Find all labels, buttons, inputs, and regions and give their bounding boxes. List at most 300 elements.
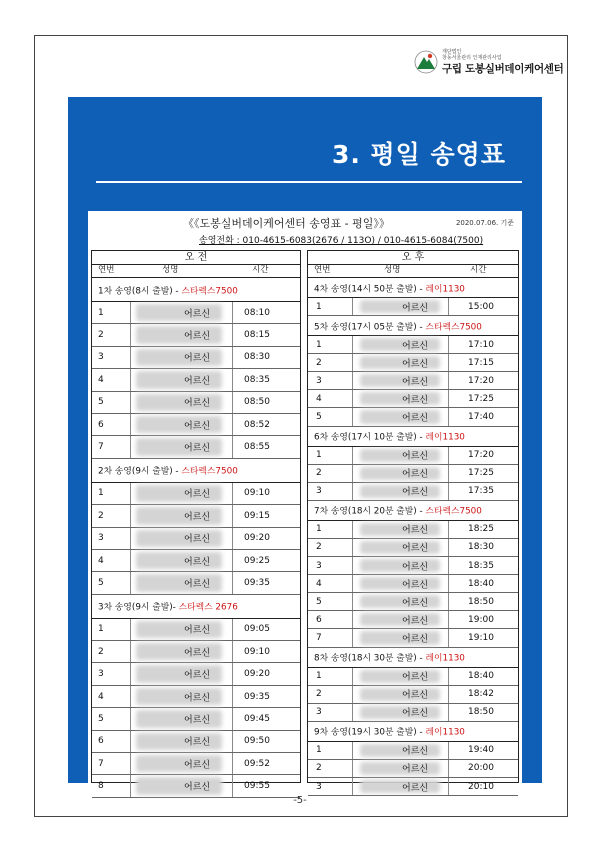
- passenger-row: [308, 372, 518, 390]
- column-divider: [232, 753, 233, 774]
- pickup-time: 18:25: [468, 524, 494, 535]
- row-number: 3: [316, 781, 322, 792]
- row-number: 4: [316, 578, 322, 589]
- row-number: 2: [98, 510, 104, 521]
- passenger-name: 어르신: [402, 395, 429, 406]
- passenger-row: [92, 505, 300, 527]
- trip-description: 9차 송영(19시 30분 출발) -: [314, 727, 426, 738]
- pickup-time: 19:40: [468, 745, 494, 756]
- pickup-time: 09:52: [244, 758, 270, 769]
- column-divider: [448, 668, 449, 685]
- pickup-time: 20:00: [468, 763, 494, 774]
- trip-description: 7차 송영(18시 20분 출발) -: [314, 506, 426, 517]
- passenger-name: 어르신: [402, 690, 429, 701]
- column-divider: [352, 760, 353, 777]
- passenger-name: 어르신: [402, 580, 429, 591]
- passenger-row: [308, 704, 518, 722]
- column-divider: [448, 354, 449, 371]
- pickup-time: 09:20: [244, 533, 270, 544]
- column-divider: [232, 505, 233, 526]
- row-number: 7: [98, 442, 104, 453]
- passenger-name: 어르신: [402, 543, 429, 554]
- vehicle-name: 스타렉스7500: [425, 322, 482, 333]
- trip-description: 3차 송영(9시 출발)-: [98, 602, 179, 613]
- vehicle-name: 스타렉스7500: [425, 506, 482, 517]
- row-number: 5: [316, 596, 322, 607]
- passenger-row: [308, 298, 518, 316]
- row-number: 3: [316, 707, 322, 718]
- afternoon-table: [307, 250, 519, 794]
- passenger-name: 어르신: [184, 398, 211, 409]
- row-number: 2: [316, 357, 322, 368]
- column-divider: [352, 611, 353, 628]
- passenger-name: 어르신: [184, 534, 211, 545]
- col-number: 연번: [314, 265, 331, 275]
- pickup-time: 18:40: [468, 671, 494, 682]
- logo-center-name: 구립 도봉실버데이케어센터: [442, 63, 564, 75]
- passenger-name: 어르신: [184, 715, 211, 726]
- passenger-name: 어르신: [184, 309, 211, 320]
- trip-group-label: [314, 725, 465, 738]
- passenger-row: [308, 354, 518, 372]
- pickup-time: 08:10: [244, 307, 270, 318]
- row-number: 6: [316, 614, 322, 625]
- column-divider: [232, 641, 233, 662]
- column-divider: [448, 390, 449, 407]
- column-divider: [130, 686, 131, 707]
- column-divider: [448, 336, 449, 353]
- column-divider: [130, 572, 131, 593]
- column-divider: [130, 663, 131, 684]
- passenger-row: [92, 708, 300, 730]
- column-divider: [352, 539, 353, 556]
- column-divider: [352, 390, 353, 407]
- column-divider: [352, 447, 353, 464]
- passenger-row: [308, 742, 518, 760]
- row-number: 5: [98, 397, 104, 408]
- passenger-name: 어르신: [402, 708, 429, 719]
- row-number: 8: [98, 781, 104, 792]
- passenger-row: [308, 668, 518, 686]
- column-divider: [232, 369, 233, 390]
- passenger-name: 어르신: [402, 451, 429, 462]
- passenger-name: 어르신: [402, 303, 429, 314]
- pickup-time: 19:10: [468, 632, 494, 643]
- column-divider: [352, 336, 353, 353]
- column-divider: [232, 483, 233, 504]
- shuttle-phone-numbers: 송영전화 : 010-4615-6083(2676 / 113O) / 010-4615-6084(7500): [199, 236, 484, 246]
- pickup-time: 09:10: [244, 646, 270, 657]
- row-number: 3: [98, 352, 104, 363]
- morning-column-headers: [92, 264, 300, 278]
- passenger-name: 어르신: [402, 764, 429, 775]
- trip-group-label: [98, 600, 238, 613]
- pickup-time: 08:35: [244, 374, 270, 385]
- passenger-name: 어르신: [402, 413, 429, 424]
- schedule-title: 《《도봉실버데이케어센터 송영표 - 평일》》: [183, 217, 390, 230]
- passenger-name: 어르신: [184, 648, 211, 659]
- column-divider: [352, 372, 353, 389]
- trip-group-header: [308, 648, 518, 668]
- trip-group-label: [314, 281, 465, 294]
- logo-org-line-2: 창동서울관리 인재관리사업: [442, 55, 502, 61]
- row-number: 7: [316, 632, 322, 643]
- passenger-name: 어르신: [184, 353, 211, 364]
- passenger-row: [92, 369, 300, 391]
- passenger-name: 어르신: [402, 634, 429, 645]
- row-number: 1: [316, 671, 322, 682]
- passenger-name: 어르신: [402, 525, 429, 536]
- column-divider: [448, 575, 449, 592]
- passenger-row: [308, 629, 518, 647]
- row-number: 4: [98, 691, 104, 702]
- row-number: 4: [98, 374, 104, 385]
- column-divider: [448, 447, 449, 464]
- column-divider: [448, 760, 449, 777]
- row-number: 3: [316, 560, 322, 571]
- passenger-row: [92, 686, 300, 708]
- pickup-time: 09:55: [244, 781, 270, 792]
- trip-group-header: [92, 595, 300, 619]
- column-divider: [448, 704, 449, 721]
- column-divider: [352, 521, 353, 538]
- trip-group-label: [98, 283, 238, 296]
- schedule-paper: [88, 211, 522, 794]
- section-header-band: [68, 97, 542, 197]
- pickup-time: 17:25: [468, 393, 494, 404]
- column-divider: [130, 392, 131, 413]
- column-divider: [232, 572, 233, 593]
- column-divider: [130, 347, 131, 368]
- column-divider: [448, 611, 449, 628]
- passenger-row: [92, 641, 300, 663]
- pickup-time: 08:50: [244, 397, 270, 408]
- column-divider: [352, 593, 353, 610]
- column-divider: [352, 354, 353, 371]
- column-divider: [448, 778, 449, 795]
- passenger-row: [308, 521, 518, 539]
- passenger-row: [308, 408, 518, 426]
- trip-group-header: [308, 427, 518, 447]
- column-divider: [130, 708, 131, 729]
- trip-description: 6차 송영(17시 10분 출발) -: [314, 432, 426, 443]
- row-number: 3: [316, 486, 322, 497]
- column-divider: [130, 505, 131, 526]
- column-divider: [232, 414, 233, 435]
- schedule-sheet-background: [68, 197, 542, 794]
- pickup-time: 08:30: [244, 352, 270, 363]
- row-number: 3: [98, 533, 104, 544]
- passenger-name: 어르신: [402, 746, 429, 757]
- passenger-name: 어르신: [402, 341, 429, 352]
- row-number: 1: [316, 450, 322, 461]
- column-divider: [352, 629, 353, 646]
- passenger-name: 어르신: [184, 625, 211, 636]
- column-divider: [448, 742, 449, 759]
- trip-description: 2차 송영(9시 출발) -: [98, 466, 182, 477]
- vehicle-name: 스타렉스7500: [181, 466, 238, 477]
- passenger-row: [92, 302, 300, 324]
- column-divider: [448, 408, 449, 425]
- passenger-row: [308, 336, 518, 354]
- pickup-time: 17:20: [468, 450, 494, 461]
- passenger-row: [308, 390, 518, 408]
- pickup-time: 08:15: [244, 330, 270, 341]
- column-divider: [352, 408, 353, 425]
- passenger-row: [92, 663, 300, 685]
- passenger-name: 어르신: [402, 598, 429, 609]
- afternoon-grid: [308, 278, 518, 794]
- column-divider: [232, 686, 233, 707]
- column-divider: [130, 436, 131, 457]
- passenger-row: [92, 414, 300, 436]
- col-time: 시간: [252, 265, 269, 275]
- pickup-time: 09:15: [244, 510, 270, 521]
- column-divider: [130, 641, 131, 662]
- passenger-name: 어르신: [184, 579, 211, 590]
- column-divider: [130, 483, 131, 504]
- section-title: 3. 평일 송영표: [331, 140, 506, 169]
- trip-group-header: [92, 278, 300, 302]
- row-number: 1: [316, 339, 322, 350]
- pickup-time: 09:25: [244, 555, 270, 566]
- center-logo: [414, 48, 564, 78]
- column-divider: [130, 528, 131, 549]
- vehicle-name: 레이1130: [425, 432, 465, 443]
- passenger-name: 어르신: [184, 376, 211, 387]
- passenger-name: 어르신: [184, 737, 211, 748]
- column-divider: [448, 686, 449, 703]
- trip-group-header: [308, 501, 518, 521]
- pickup-time: 20:10: [468, 781, 494, 792]
- vehicle-name: 스타렉스7500: [181, 286, 238, 296]
- pickup-time: 18:50: [468, 707, 494, 718]
- trip-description: 8차 송영(18시 30분 출발) -: [314, 653, 426, 664]
- pickup-time: 18:42: [468, 689, 494, 700]
- column-divider: [232, 775, 233, 796]
- pickup-time: 17:15: [468, 357, 494, 368]
- column-divider: [232, 347, 233, 368]
- column-divider: [352, 668, 353, 685]
- passenger-name: 어르신: [402, 672, 429, 683]
- trip-description: 5차 송영(17시 05분 출발) -: [314, 322, 426, 333]
- row-number: 6: [98, 736, 104, 747]
- pickup-time: 17:10: [468, 339, 494, 350]
- row-number: 1: [98, 307, 104, 318]
- column-divider: [448, 465, 449, 482]
- passenger-row: [92, 731, 300, 753]
- trip-group-header: [308, 722, 518, 742]
- passenger-name: 어르신: [184, 557, 211, 568]
- afternoon-column-headers: [308, 264, 518, 278]
- column-divider: [232, 619, 233, 640]
- row-number: 5: [316, 412, 322, 423]
- passenger-row: [308, 539, 518, 557]
- column-divider: [130, 619, 131, 640]
- passenger-name: 어르신: [184, 512, 211, 523]
- column-divider: [352, 704, 353, 721]
- pickup-time: 09:35: [244, 691, 270, 702]
- column-divider: [130, 369, 131, 390]
- section-underline: [96, 181, 522, 183]
- passenger-name: 어르신: [184, 782, 211, 793]
- passenger-row: [308, 778, 518, 796]
- row-number: 7: [98, 758, 104, 769]
- pickup-time: 18:50: [468, 596, 494, 607]
- pickup-time: 19:00: [468, 614, 494, 625]
- col-number: 연번: [98, 265, 115, 275]
- pickup-time: 08:55: [244, 442, 270, 453]
- passenger-row: [92, 324, 300, 346]
- passenger-row: [92, 392, 300, 414]
- column-divider: [448, 539, 449, 556]
- morning-header: 오 전: [92, 251, 300, 265]
- column-divider: [232, 436, 233, 457]
- pickup-time: 09:50: [244, 736, 270, 747]
- trip-group-header: [92, 459, 300, 483]
- passenger-row: [92, 347, 300, 369]
- row-number: 4: [98, 555, 104, 566]
- afternoon-header: 오 후: [308, 251, 518, 265]
- pickup-time: 09:10: [244, 488, 270, 499]
- pickup-time: 17:35: [468, 486, 494, 497]
- passenger-row: [308, 483, 518, 501]
- trip-group-label: [314, 430, 465, 443]
- passenger-row: [92, 619, 300, 641]
- row-number: 4: [316, 393, 322, 404]
- mountain-logo-icon: [414, 50, 438, 74]
- col-time: 시간: [470, 265, 487, 275]
- row-number: 2: [316, 468, 322, 479]
- vehicle-name: 레이1130: [425, 653, 465, 664]
- row-number: 1: [316, 301, 322, 312]
- pickup-time: 08:52: [244, 419, 270, 430]
- row-number: 1: [98, 488, 104, 499]
- passenger-row: [308, 575, 518, 593]
- column-divider: [448, 521, 449, 538]
- trip-group-header: [308, 278, 518, 298]
- row-number: 1: [98, 624, 104, 635]
- vehicle-name: 스타렉스 2676: [178, 602, 238, 613]
- passenger-row: [308, 611, 518, 629]
- passenger-name: 어르신: [184, 331, 211, 342]
- passenger-row: [92, 753, 300, 775]
- row-number: 1: [316, 524, 322, 535]
- column-divider: [352, 483, 353, 500]
- passenger-row: [308, 760, 518, 778]
- trip-group-header: [308, 316, 518, 336]
- passenger-name: 어르신: [402, 469, 429, 480]
- pickup-time: 18:35: [468, 560, 494, 571]
- row-number: 2: [316, 542, 322, 553]
- logo-org-line-1: 재단법인: [442, 49, 462, 55]
- schedule-date: 2020.07.06. 기준: [455, 219, 514, 227]
- row-number: 1: [316, 745, 322, 756]
- passenger-row: [92, 528, 300, 550]
- pickup-time: 09:45: [244, 713, 270, 724]
- column-divider: [448, 483, 449, 500]
- pickup-time: 18:30: [468, 542, 494, 553]
- column-divider: [448, 372, 449, 389]
- column-divider: [232, 708, 233, 729]
- row-number: 5: [98, 713, 104, 724]
- column-divider: [352, 298, 353, 315]
- row-number: 5: [98, 577, 104, 588]
- column-divider: [232, 663, 233, 684]
- column-divider: [448, 298, 449, 315]
- row-number: 2: [316, 763, 322, 774]
- passenger-name: 어르신: [402, 616, 429, 627]
- pickup-time: 09:05: [244, 624, 270, 635]
- passenger-row: [92, 550, 300, 572]
- row-number: 2: [98, 646, 104, 657]
- pickup-time: 09:20: [244, 669, 270, 680]
- pickup-time: 18:40: [468, 578, 494, 589]
- trip-group-label: [314, 504, 482, 517]
- col-name: 성명: [162, 265, 179, 275]
- vehicle-name: 레이1130: [425, 727, 465, 738]
- row-number: 2: [98, 330, 104, 341]
- passenger-name: 어르신: [402, 783, 429, 794]
- column-divider: [352, 742, 353, 759]
- column-divider: [448, 629, 449, 646]
- passenger-row: [308, 465, 518, 483]
- passenger-row: [308, 686, 518, 704]
- passenger-name: 어르신: [184, 693, 211, 704]
- column-divider: [232, 324, 233, 345]
- pickup-time: 17:25: [468, 468, 494, 479]
- pickup-time: 15:00: [468, 301, 494, 312]
- column-divider: [130, 324, 131, 345]
- column-divider: [352, 557, 353, 574]
- morning-table: [91, 250, 301, 793]
- vehicle-name: 레이1130: [425, 284, 465, 294]
- passenger-name: 어르신: [184, 670, 211, 681]
- passenger-name: 어르신: [402, 377, 429, 388]
- column-divider: [448, 557, 449, 574]
- column-divider: [232, 731, 233, 752]
- column-divider: [232, 550, 233, 571]
- column-divider: [130, 731, 131, 752]
- column-divider: [352, 575, 353, 592]
- passenger-name: 어르신: [402, 562, 429, 573]
- passenger-name: 어르신: [184, 421, 211, 432]
- col-name: 성명: [384, 265, 401, 275]
- passenger-row: [308, 593, 518, 611]
- column-divider: [232, 528, 233, 549]
- passenger-name: 어르신: [184, 443, 211, 454]
- column-divider: [352, 686, 353, 703]
- passenger-name: 어르신: [184, 760, 211, 771]
- pickup-time: 17:20: [468, 375, 494, 386]
- column-divider: [130, 753, 131, 774]
- column-divider: [232, 392, 233, 413]
- row-number: 3: [98, 669, 104, 680]
- column-divider: [130, 414, 131, 435]
- column-divider: [352, 465, 353, 482]
- column-divider: [232, 302, 233, 323]
- passenger-row: [92, 572, 300, 594]
- page-number: -5-: [293, 795, 307, 806]
- pickup-time: 17:40: [468, 412, 494, 423]
- passenger-name: 어르신: [184, 489, 211, 500]
- column-divider: [448, 593, 449, 610]
- morning-grid: [92, 278, 300, 793]
- passenger-row: [92, 436, 300, 458]
- passenger-row: [308, 557, 518, 575]
- passenger-name: 어르신: [402, 487, 429, 498]
- trip-group-label: [98, 464, 238, 477]
